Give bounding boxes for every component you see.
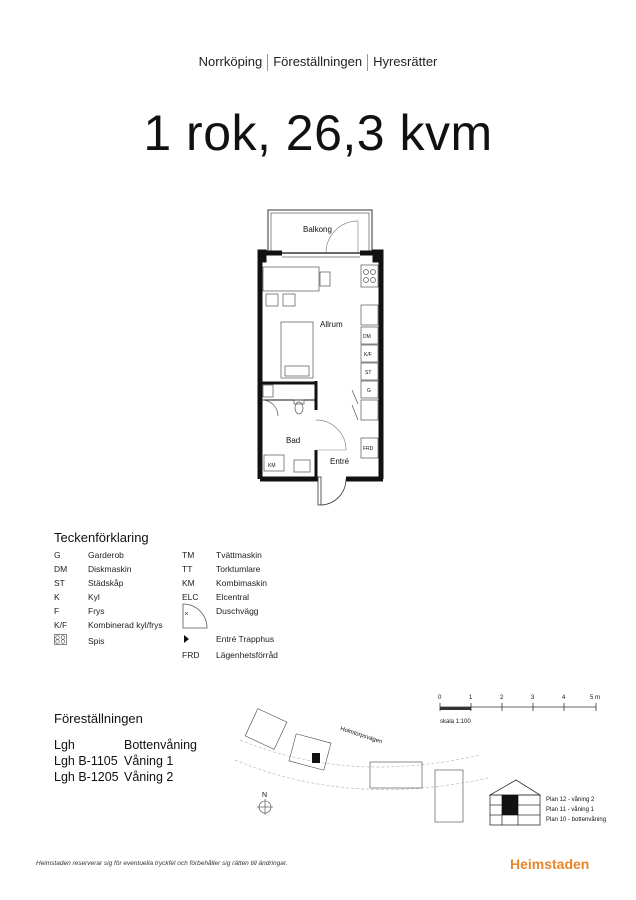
legend-code: ST [54, 578, 65, 588]
legend-code: ELC [182, 592, 199, 602]
breadcrumb-item-type: Hyresrätter [373, 54, 438, 69]
brand-logo: Heimstaden [510, 856, 590, 872]
room-label-balcony: Balkong [303, 225, 332, 234]
north-arrow-icon [257, 799, 273, 815]
legend-label: Diskmaskin [88, 564, 132, 574]
street-label: Holmtorpsvägen [339, 726, 383, 746]
unit-location-marker [312, 753, 320, 763]
legend-label: Lägenhetsförråd [216, 650, 278, 660]
legend-code: K/F [54, 620, 68, 630]
unit-row [54, 769, 197, 785]
scale-tick: 2 [500, 695, 504, 701]
legend-label: Garderob [88, 550, 124, 560]
fixture-label-dm: DM [363, 334, 371, 340]
legend-label: Städskåp [88, 578, 124, 588]
stove-icon [54, 634, 68, 646]
legend-code: K [54, 592, 60, 602]
unit-id: Lgh B-1105 [54, 754, 118, 768]
north-label: N [262, 792, 268, 799]
entry-door [318, 477, 346, 505]
unit-row [54, 737, 197, 753]
legend-label: Duschvägg [216, 606, 259, 616]
legend-right [182, 550, 322, 670]
unit-floor: Våning 2 [124, 770, 174, 784]
scale-tick: 4 [562, 695, 566, 701]
scale-tick: 0 [438, 695, 442, 701]
unit-floor: Våning 1 [124, 754, 174, 768]
disclaimer: Heimstaden reserverar sig för eventuella tryckfel och förbehåller sig rätten till ändringar. [36, 860, 288, 867]
fixture-label-g: G [367, 388, 371, 394]
legend-label: Frys [88, 606, 105, 616]
legend-label: Torktumlare [216, 564, 261, 574]
legend-left [54, 550, 194, 670]
legend-label: Tvättmaskin [216, 550, 262, 560]
room-label-living: Allrum [320, 320, 343, 329]
unit-id: Lgh B-1205 [54, 770, 119, 784]
room-label-bath: Bad [286, 436, 301, 445]
legend-label: Kyl [88, 592, 100, 602]
legend-label: Entré Trapphus [216, 634, 275, 644]
fixture-label-frd: FRD [363, 446, 374, 452]
entry-arrow-icon [182, 634, 192, 644]
section-label: Plan 12 - våning 2 [546, 797, 595, 803]
unit-id: Lgh [54, 738, 75, 752]
unit-row [54, 753, 197, 769]
section-label: Plan 11 - våning 1 [546, 807, 594, 813]
scale-label: skala 1:100 [440, 719, 471, 725]
furniture [262, 265, 378, 472]
shower-wall-icon [182, 603, 208, 629]
legend-code: F [54, 606, 60, 616]
legend-code: FRD [182, 650, 200, 660]
highlighted-floors [502, 795, 518, 815]
scale-tick: 1 [469, 695, 473, 701]
unit-floor: Bottenvåning [124, 738, 197, 752]
legend-label: Kombinerad kyl/frys [88, 620, 163, 630]
breadcrumb-item-project: Föreställningen [273, 54, 363, 69]
outer-walls [258, 250, 383, 479]
legend-label: Kombimaskin [216, 578, 268, 588]
fixture-label-km: KM [268, 463, 276, 469]
site-plan [230, 700, 490, 830]
legend-label: Spis [88, 636, 105, 646]
legend-code: G [54, 550, 61, 560]
scale-tick: 5 m [590, 695, 601, 701]
fixture-label-kf: K/F [364, 352, 372, 358]
legend-code: KM [182, 578, 195, 588]
section-label: Plan 10 - bottenvåning [546, 817, 607, 823]
legend-title: Teckenförklaring [54, 530, 149, 545]
units-title: Föreställningen [54, 711, 143, 726]
legend-code: TT [182, 564, 193, 574]
section-diagram [488, 775, 633, 830]
page-title: 1 rok, 26,3 kvm [143, 105, 493, 161]
scale-tick: 3 [531, 695, 535, 701]
units-list [54, 737, 197, 785]
breadcrumb-item-city: Norrköping [198, 54, 263, 69]
legend-label: Elcentral [216, 592, 250, 602]
room-label-entry: Entré [330, 457, 350, 466]
legend-code: DM [54, 564, 68, 574]
legend-code: TM [182, 550, 195, 560]
fixture-label-st: ST [365, 370, 372, 376]
